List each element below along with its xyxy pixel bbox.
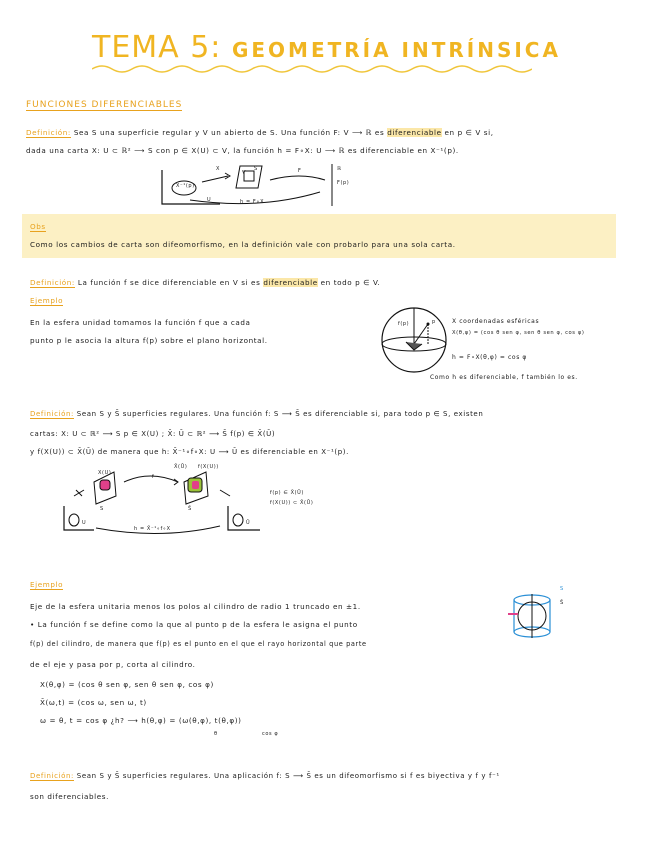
example-2-line-3: f(p) del cilindro, de manera que f(p) es el punto en el que el rayo horizontal que parte [30,640,367,648]
fig1-s: S [254,166,258,172]
example-2-line-7: ω = θ, t = cos φ ¿h? ⟶ h(θ,φ) = (ω(θ,φ), t(θ,φ)) [40,716,242,725]
example-2-line-2: • La función f se define como la que al punto p de la esfera le asigna el punto [30,620,358,629]
fig2-sbar: S̄ [188,506,192,512]
definition-2: Definición: La función f se dice diferenciable en V si es diferenciable en todo p ∈ V. [30,278,381,287]
sphere-diagram [376,304,456,376]
example-1-right-2: X(θ,φ) = (cos θ sen φ, sen θ sen φ, cos φ) [452,330,585,336]
observation-box [22,214,616,258]
page-title: TEMA 5: GEOMETRÍA INTRÍNSICA [92,30,561,65]
fig2-c2: f(X(U)) ⊂ X̄(Ū) [270,500,314,506]
fig-fp-label: f(p) [398,321,410,327]
definition-1-line-1: Definición: Sea S una superficie regular y V un abierto de S. Una función F: V ⟶ ℝ es diferenciable en p ∈ V si, [26,128,494,137]
fig1-x: X [216,166,221,172]
example-2-line-6: X̄(ω,t) = (cos ω, sen ω, t) [40,698,147,707]
fig2-f: f [152,474,155,480]
example-1-line-2: punto p le asocia la altura f(p) sobre el plano horizontal. [30,336,268,345]
cylinder-diagram [504,588,564,648]
example-1-right-4: Como h es diferenciable, f también lo es. [430,374,578,381]
fig2-h: h = X̄⁻¹∘f∘X [134,526,171,532]
cylinder-sbar: S̄ [560,600,564,606]
fig2-xu: X(U) [98,470,112,476]
diagram-surface-map [60,466,300,546]
obs-text: Como los cambios de carta son difeomorfismo, en la definición vale con probarlo para una sola carta. [30,240,456,249]
fig2-fxu: f(X(U)) [198,464,219,470]
definition-3-line-3: y f(X(U)) ⊂ X̄(Ū) de manera que h: X̄⁻¹∘f∘X: U ⟶ Ū es diferenciable en X⁻¹(p). [30,448,349,456]
example-2-line-8a: θ [214,731,218,737]
definition-3-line-1: Definición: Sean S y S̄ superficies regulares. Una función f: S ⟶ S̄ es diferenciable si, para todo p ∈ S, existen [30,410,484,418]
definition-3-line-2: cartas: X: U ⊂ ℝ² ⟶ S p ∈ X(U) ; X̄: Ū ⊂ ℝ² ⟶ S̄ f(p) ∈ X̄(Ū) [30,430,276,438]
fig1-h: h = F∘X [240,199,265,205]
example-2-line-8b: cos φ [262,731,279,737]
fig1-f: F [298,168,302,174]
definition-4-line-2: son diferenciables. [30,792,110,801]
obs-label: Obs [30,222,46,231]
definition-1-line-2: dada una carta X: U ⊂ ℝ² ⟶ S con p ∈ X(U) ⊂ V, la función h = F∘X: U ⟶ ℝ es diferenciable en X⁻¹(p). [26,146,459,155]
example-2-line-1: Eje de la esfera unitaria menos los polos al cilindro de radio 1 truncado en ±1. [30,602,361,611]
cylinder-s: S [560,586,564,592]
fig2-c1: f(p) ∈ X̄(Ū) [270,490,304,496]
fig2-ubar: Ū [246,520,251,526]
fig-p-label: p [432,319,436,325]
title-underline [92,64,532,74]
fig1-v: V [242,170,247,176]
example-2-line-5: X(θ,φ) = (cos θ sen φ, sen θ sen φ, cos φ) [40,680,214,689]
fig1-fp: F(p) [337,180,350,186]
fig1-u: U [207,197,212,203]
fig2-u: U [82,520,87,526]
example-1-right-1: X coordenadas esféricas [452,318,540,325]
definition-4-line-1: Definición: Sean S y S̄ superficies regulares. Una aplicación f: S ⟶ S̄ es un difeomorfismo si f es biyectiva y f y f⁻¹ [30,772,500,780]
fig2-xbar: X̄(Ū) [174,464,188,470]
example-2-label: Ejemplo [30,580,64,589]
fig2-s: S [100,506,104,512]
example-1-right-3: h = F∘X(θ,φ) = cos φ [452,354,527,361]
fig1-r: ℝ [337,166,342,172]
fig1-xinv: X⁻¹(p) [176,183,195,189]
example-1-line-1: En la esfera unidad tomamos la función f que a cada [30,318,251,327]
example-2-line-4: de el eje y pasa por p, corta al cilindro. [30,660,196,669]
example-1-label: Ejemplo [30,296,64,305]
section-heading: FUNCIONES DIFERENCIABLES [26,100,183,110]
